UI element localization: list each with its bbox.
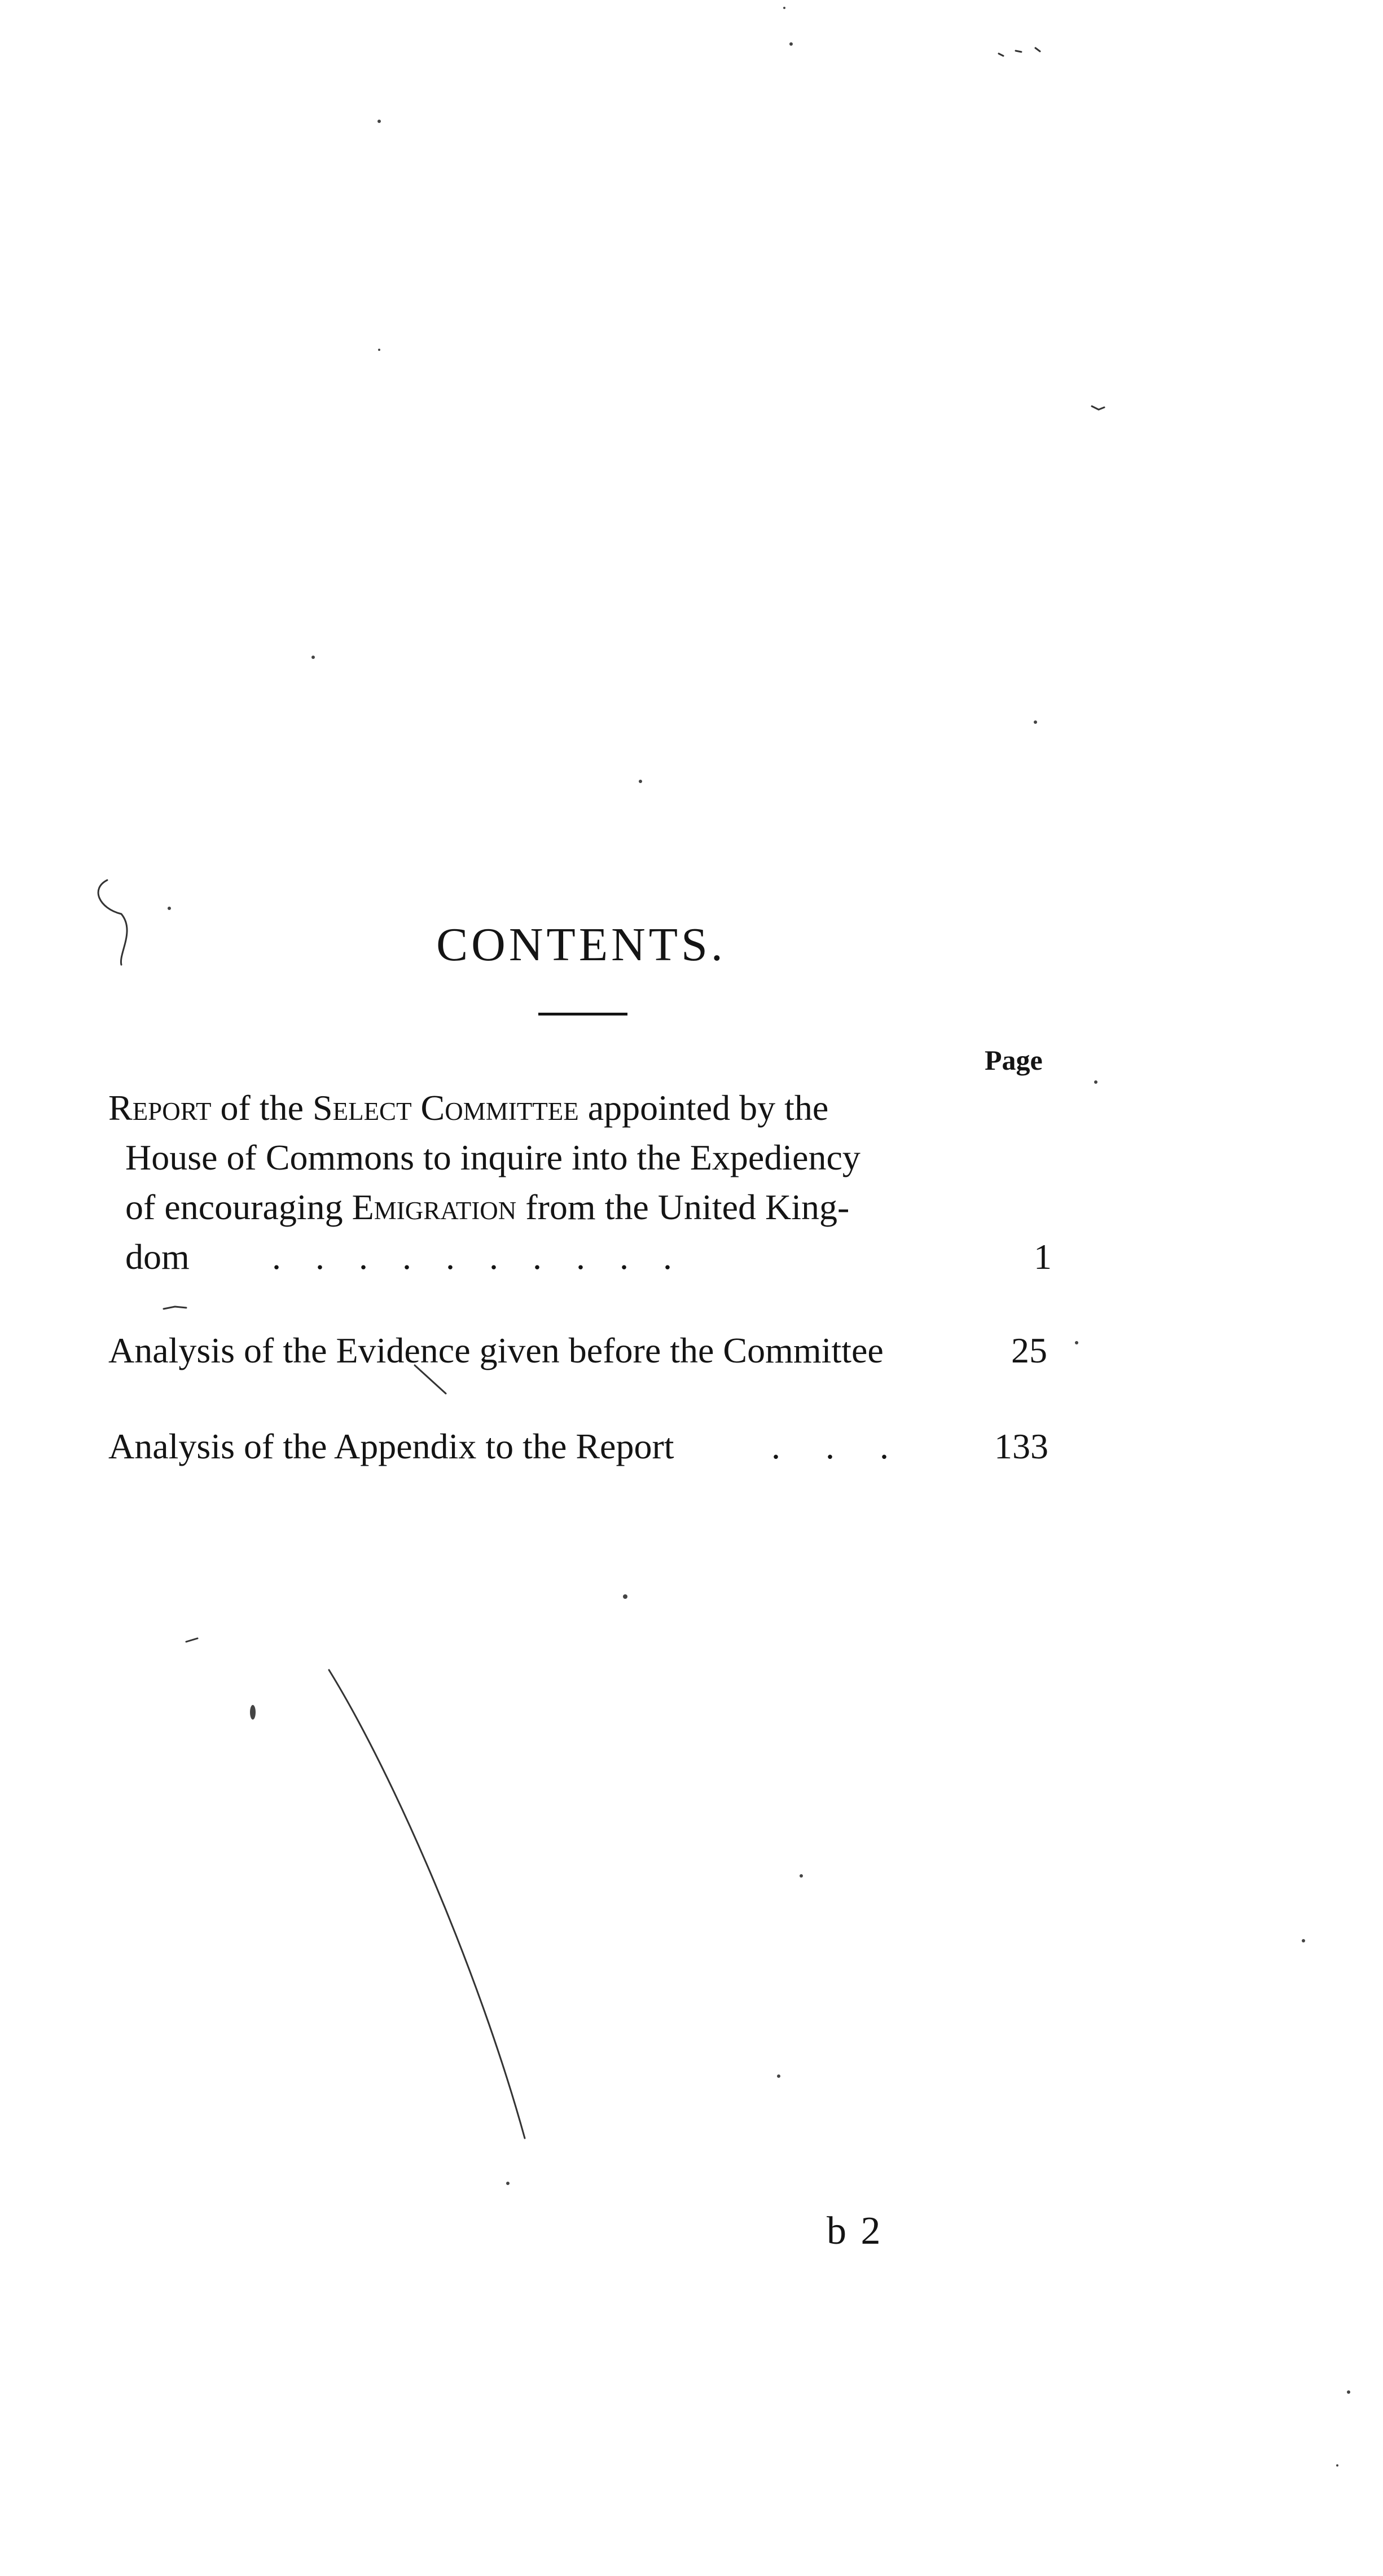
dot-leaders: .......... — [272, 1237, 706, 1277]
page-title: CONTENTS. — [436, 918, 726, 972]
entry-word: of the — [220, 1088, 304, 1128]
pen-stroke — [329, 1670, 525, 2138]
toc-entry-evidence — [108, 1326, 1056, 1375]
signature-mark: b 2 — [827, 2209, 883, 2253]
entry-word: Select Committee — [313, 1088, 579, 1128]
toc-entry-line — [108, 1326, 1056, 1375]
entry-text: Analysis of the Appendix to the Report — [108, 1426, 674, 1466]
toc-entry-report — [108, 1083, 1056, 1282]
entry-text: Analysis of the Evidence given before the Committee — [108, 1330, 884, 1370]
toc-entry-appendix — [108, 1422, 1056, 1471]
toc-entry-line — [108, 1232, 1056, 1282]
entry-word: Emigration — [352, 1187, 517, 1227]
toc-entry-line — [108, 1183, 1056, 1232]
dot-leaders: ... — [771, 1426, 934, 1466]
entry-word: dom — [125, 1237, 190, 1277]
toc-entry-line — [108, 1083, 1056, 1133]
entry-word: of encouraging — [125, 1187, 343, 1227]
page-column-label: Page — [985, 1044, 1043, 1076]
entry-word: appointed by the — [587, 1088, 829, 1128]
page-number: 1 — [1034, 1237, 1052, 1277]
entry-word: Report — [108, 1088, 212, 1128]
page-number: 133 — [994, 1426, 1048, 1466]
page-number: 25 — [1011, 1330, 1047, 1370]
title-rule — [538, 1013, 627, 1016]
toc-entry-line: House of Commons to inquire into the Expediency — [125, 1137, 860, 1177]
toc-entry-line — [108, 1422, 1056, 1471]
entry-word: from the United King- — [525, 1187, 850, 1227]
